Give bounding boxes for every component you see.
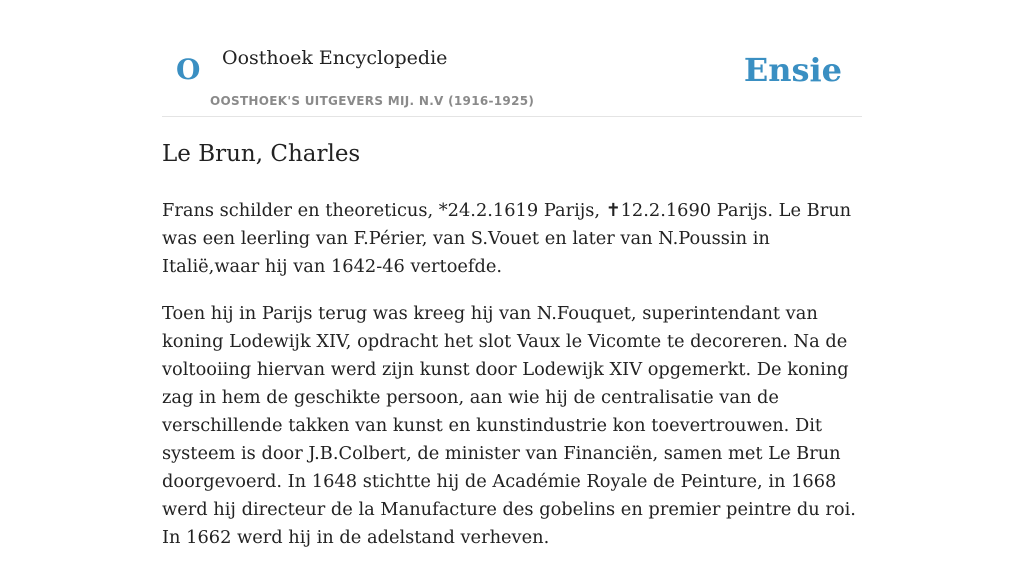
article [162, 136, 862, 571]
article-paragraph-2: Toen hij in Parijs terug was kreeg hij van N.Fouquet, superintendant van koning Lodewijk XIV, opdracht het slot Vaux le Vicomte te decoreren. Na de voltooiing hiervan werd zijn kunst door Lodewijk XIV opgemerkt. De koning zag in hem de geschikte persoon, aan wie hij de centralisatie van de verschillende takken van kunst en kunstindustrie kon toevertrouwen. Dit systeem is door J.B.Colbert, de minister van Financiën, samen met Le Brun doorgevoerd. In 1648 stichtte hij de Académie Royale de Peinture, in 1668 werd hij directeur de la Manufacture des gobelins en premier peintre du roi. In 1662 werd hij in de adelstand verheven. [162, 303, 856, 548]
article-paragraph-1: Frans schilder en theoreticus, *24.2.1619 Parijs, ✝12.2.1690 Parijs. Le Brun was een leerling van F.Périer, van S.Vouet en later van N.Poussin in Italië,waar hij van 1642-46 vertoefde. [162, 200, 852, 277]
site-subtitle: OOSTHOEK'S UITGEVERS MIJ. N.V (1916-1925) [210, 94, 535, 108]
site-logo[interactable]: O [176, 53, 201, 86]
site-title[interactable]: Oosthoek Encyclopedie [222, 47, 448, 69]
site-header [162, 0, 862, 117]
brand-logo[interactable]: Ensie [743, 51, 842, 89]
article-title: Le Brun, Charles [162, 141, 361, 167]
